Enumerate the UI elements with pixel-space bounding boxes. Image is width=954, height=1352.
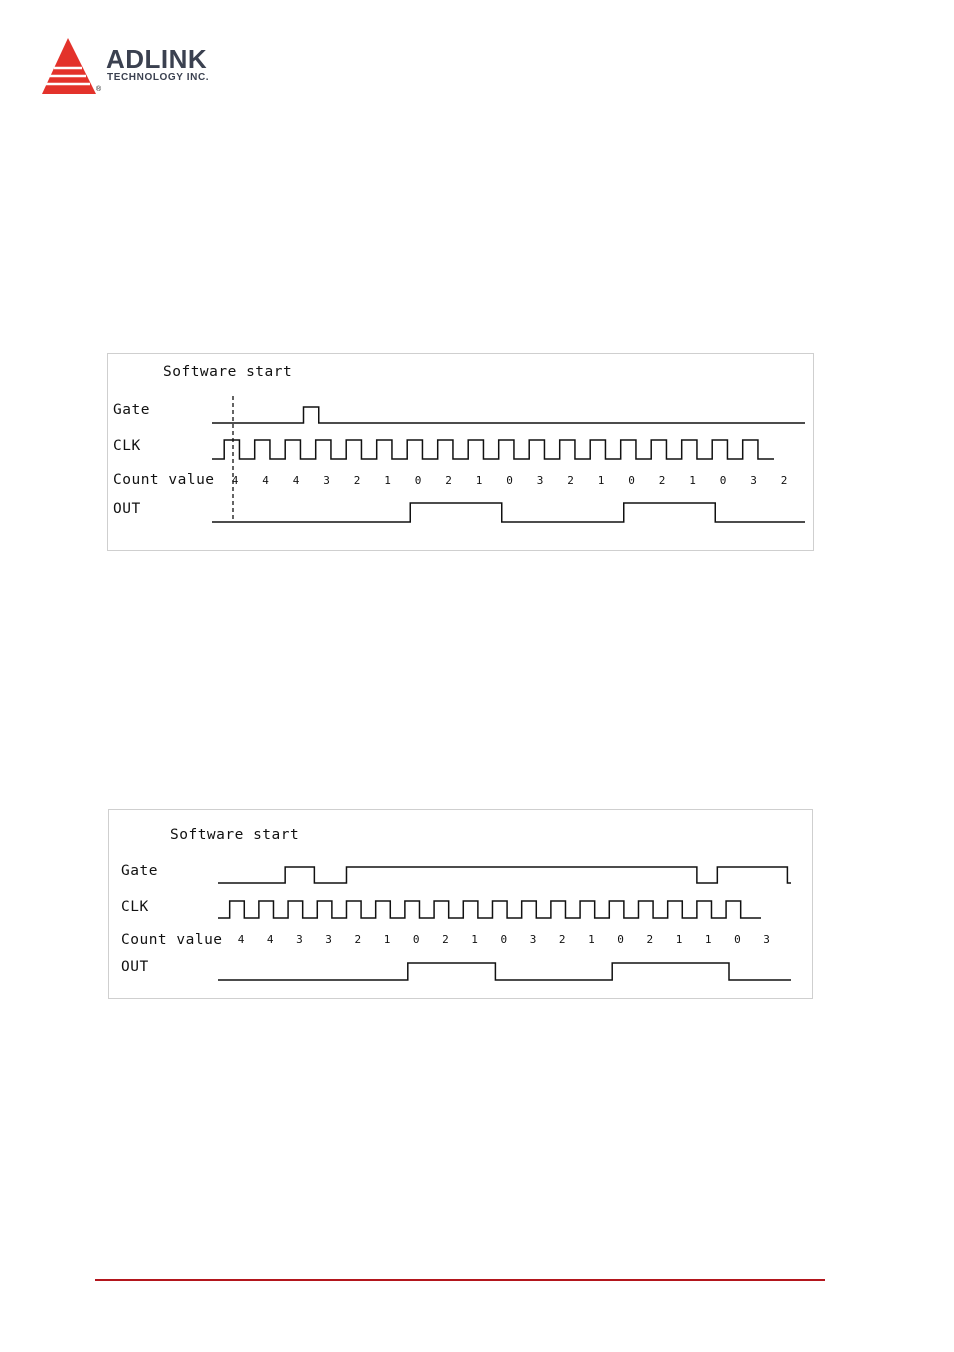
count-value: 0 <box>412 933 420 946</box>
timing-waveforms <box>109 810 814 1000</box>
clk-waveform <box>218 901 761 918</box>
gate-waveform <box>212 407 805 423</box>
out-label: OUT <box>121 959 149 975</box>
count-value: 2 <box>353 474 361 487</box>
count-value: 0 <box>719 474 727 487</box>
count-value: 2 <box>567 474 574 487</box>
out-waveform <box>212 503 805 522</box>
count-value: 2 <box>558 933 566 946</box>
count-value: 3 <box>763 933 770 946</box>
count-value-label: Count value <box>113 472 215 488</box>
count-value: 4 <box>266 933 274 946</box>
count-value: 1 <box>704 933 712 946</box>
count-value: 0 <box>506 474 513 487</box>
count-value: 3 <box>529 933 537 946</box>
count-value-label: Count value <box>121 932 223 948</box>
gate-label: Gate <box>113 402 150 418</box>
count-value: 2 <box>354 933 362 946</box>
timing-waveforms <box>108 354 815 552</box>
count-value: 3 <box>536 474 544 487</box>
count-value: 1 <box>588 933 595 946</box>
diagram-title: Software start <box>170 827 300 843</box>
count-value: 2 <box>442 933 449 946</box>
adlink-triangle-icon <box>40 36 104 98</box>
out-label: OUT <box>113 501 141 517</box>
registered-mark: ® <box>96 86 102 93</box>
diagram-title: Software start <box>163 364 293 380</box>
count-value: 3 <box>296 933 303 946</box>
count-value: 3 <box>750 474 757 487</box>
count-value: 0 <box>628 474 635 487</box>
count-value: 1 <box>471 933 478 946</box>
count-value: 1 <box>689 474 696 487</box>
gate-label: Gate <box>121 863 158 879</box>
count-value: 1 <box>675 933 683 946</box>
gate-waveform <box>218 867 791 883</box>
count-value: 2 <box>445 474 452 487</box>
count-value: 2 <box>658 474 666 487</box>
count-value: 4 <box>262 474 269 487</box>
count-value: 1 <box>475 474 483 487</box>
clk-waveform <box>212 440 774 459</box>
count-value: 3 <box>325 933 332 946</box>
count-value: 1 <box>384 474 391 487</box>
count-value: 0 <box>734 933 741 946</box>
count-value: 2 <box>646 933 654 946</box>
count-value: 3 <box>323 474 330 487</box>
brand-subtitle: TECHNOLOGY INC. <box>107 72 210 83</box>
footer-rule <box>95 1279 825 1281</box>
count-value: 1 <box>383 933 391 946</box>
timing-diagram-2 <box>108 809 813 999</box>
brand-name: ADLINK <box>106 44 208 74</box>
timing-diagram-1 <box>107 353 814 551</box>
adlink-logo <box>40 36 240 100</box>
count-value: 4 <box>237 933 245 946</box>
count-value: 2 <box>780 474 788 487</box>
count-value: 0 <box>500 933 508 946</box>
count-value: 0 <box>414 474 422 487</box>
count-value: 4 <box>231 474 239 487</box>
count-value: 4 <box>292 474 300 487</box>
clk-label: CLK <box>121 899 149 915</box>
count-value: 1 <box>597 474 605 487</box>
clk-label: CLK <box>113 438 141 454</box>
out-waveform <box>218 963 791 980</box>
count-value: 0 <box>617 933 624 946</box>
